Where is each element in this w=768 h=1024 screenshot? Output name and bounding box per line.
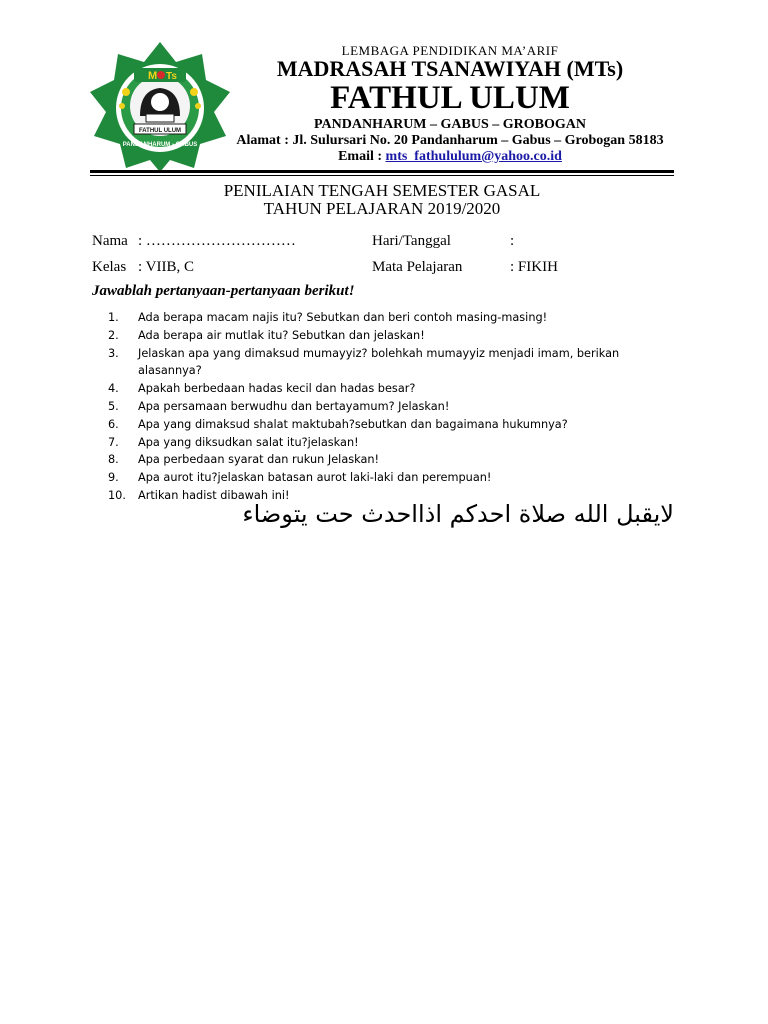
- kelas-label: Kelas: [92, 259, 127, 275]
- question-item: [108, 327, 668, 345]
- question-number: 1.: [108, 311, 119, 324]
- question-text: Jelaskan apa yang dimaksud mumayyiz? bolehkah mumayyiz menjadi imam, berikan alasannya?: [138, 346, 620, 378]
- mapel-label: Mata Pelajaran: [372, 259, 463, 275]
- question-number: 10.: [108, 488, 126, 502]
- nama-label: Nama: [92, 233, 128, 249]
- question-number: 4.: [108, 382, 119, 396]
- nama-value: : …………………………: [138, 233, 296, 249]
- logo-book: [146, 114, 174, 122]
- school-type: MADRASAH TSANAWIYAH (MTs): [276, 56, 624, 81]
- hadith-text: لايقبل الله صلاة احدكم اذااحدث حت يتوضاء: [242, 500, 674, 528]
- institution-name: LEMBAGA PENDIDIKAN MA’ARIF: [341, 43, 559, 58]
- question-number: 8.: [108, 453, 119, 467]
- logo-red-dot: [157, 71, 165, 79]
- hari-label: Hari/Tanggal: [372, 233, 451, 249]
- exam-year: TAHUN PELAJARAN 2019/2020: [263, 199, 501, 218]
- mapel-value: : FIKIH: [510, 259, 558, 275]
- question-text: Apa aurot itu?jelaskan batasan aurot laki-laki dan perempuan!: [138, 471, 492, 485]
- question-item: [108, 380, 668, 398]
- logo-star-right-2: [195, 103, 201, 109]
- question-text: Apa perbedaan syarat dan rukun Jelaskan!: [138, 453, 380, 467]
- question-item: [108, 345, 668, 381]
- question-number: 6.: [108, 417, 119, 431]
- question-text: Ada berapa macam najis itu? Sebutkan dan beri contoh masing-masing!: [138, 311, 548, 324]
- question-item: [108, 416, 668, 434]
- email-link[interactable]: mts_fathululum@yahoo.co.id: [385, 149, 562, 164]
- instruction: Jawablah pertanyaan-pertanyaan berikut!: [92, 283, 355, 299]
- question-number: 7.: [108, 435, 119, 449]
- logo-star-right: [190, 88, 198, 96]
- question-number: 9.: [108, 471, 119, 485]
- kelas-value: : VIIB, C: [138, 259, 194, 275]
- question-item: [108, 309, 668, 327]
- question-text: Apa yang diksudkan salat itu?jelaskan!: [138, 435, 359, 449]
- question-item: [108, 469, 668, 487]
- logo-banner-text: FATHUL ULUM: [138, 128, 182, 134]
- logo-globe: [150, 92, 170, 112]
- question-item: [108, 398, 668, 416]
- school-address: Alamat : Jl. Sulursari No. 20 Pandanharum – Gabus – Grobogan 58183: [236, 133, 664, 148]
- question-list: [108, 309, 668, 505]
- question-text: Apakah berbedaan hadas kecil dan hadas besar?: [138, 382, 416, 396]
- logo-top-text-2: Ts: [166, 71, 177, 82]
- question-number: 5.: [108, 399, 119, 413]
- school-region: PANDANHARUM – GABUS – GROBOGAN: [314, 117, 586, 132]
- header-rule-thin: [90, 175, 674, 176]
- question-text: Apa yang dimaksud shalat maktubah?sebutkan dan bagaimana hukumnya?: [138, 417, 568, 431]
- logo-bottom-text: PANDANHARUM - GABUS: [122, 142, 198, 148]
- question-number: 2.: [108, 328, 119, 342]
- header-rule-thick: [90, 170, 674, 173]
- hari-value: :: [510, 233, 515, 249]
- logo-star-left: [122, 88, 130, 96]
- exam-title: PENILAIAN TENGAH SEMESTER GASAL: [223, 181, 541, 200]
- question-text: Artikan hadist dibawah ini!: [138, 488, 290, 502]
- school-email-line: [230, 149, 670, 165]
- email-label: Email :: [338, 149, 386, 164]
- school-logo: [88, 40, 232, 174]
- logo-top-text: M: [148, 70, 158, 82]
- question-number: 3.: [108, 346, 119, 360]
- logo-star-left-2: [119, 103, 125, 109]
- question-item: [108, 434, 668, 452]
- question-text: Ada berapa air mutlak itu? Sebutkan dan jelaskan!: [138, 328, 425, 342]
- question-item: [108, 451, 668, 469]
- question-text: Apa persamaan berwudhu dan bertayamum? Jelaskan!: [138, 399, 450, 413]
- school-name: FATHUL ULUM: [330, 80, 570, 116]
